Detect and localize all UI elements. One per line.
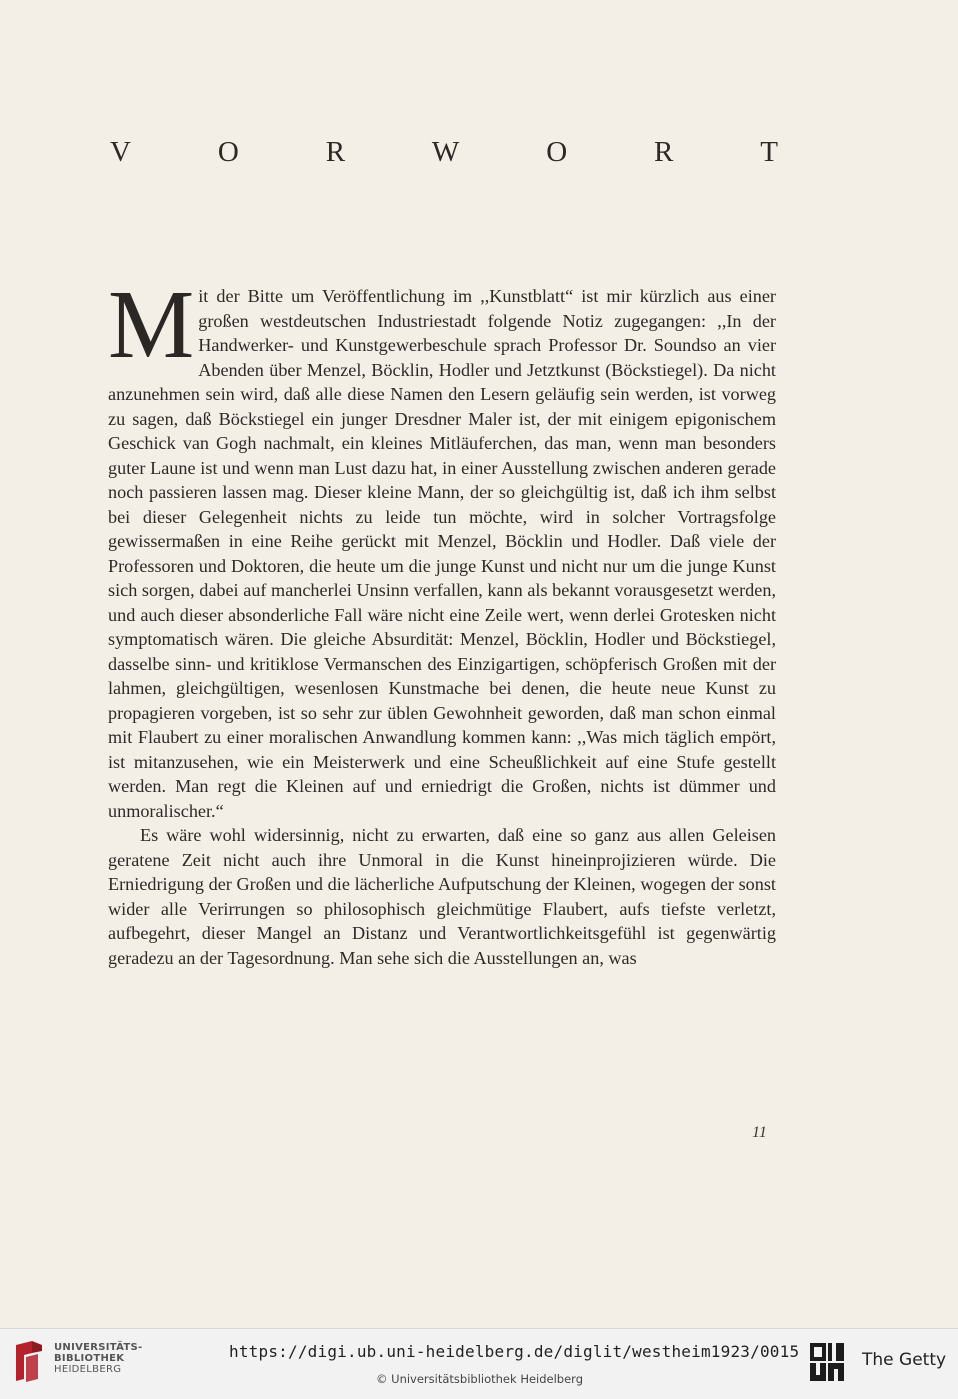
- copyright-notice: © Universitätsbibliothek Heidelberg: [376, 1372, 584, 1386]
- getty-name: The Getty: [862, 1350, 947, 1370]
- university-library-logo[interactable]: [8, 1339, 48, 1385]
- viewer-footer: [0, 1328, 958, 1399]
- heading-letter: O: [546, 136, 568, 168]
- drop-cap: M: [108, 271, 195, 378]
- body-text: [108, 271, 776, 970]
- heading-letter: V: [110, 136, 131, 168]
- university-library-name: UNIVERSITÄTS- BIBLIOTHEK HEIDELBERG: [54, 1342, 143, 1375]
- paragraph-1-text: it der Bitte um Veröffentlichung im ,,Kunstblatt“ ist mir kürzlich aus einer großen westdeutschen Industriestadt folgende Notiz zugegangen: ,,In der Handwerker- und Kunstgewerbeschule sprach Professor Dr. Soundso an vier Abenden über Menzel, Böcklin, Hodler und Jetztkunst (Böckstiegel). Da nicht anzunehmen sein wird, daß alle diese Namen den Lesern geläufig sein werden, ist vorweg zu sagen, daß Böckstiegel ein junger Dresdner Maler ist, der mit einigem epigonischem Geschick van Gogh nachmalt, ein kleines Mitläuferchen, das man, wenn man besonders guter Laune ist und wenn man Lust dazu hat, in einer Ausstellung zwischen anderen gerade noch passieren lassen mag. Dieser kleine Mann, der so gleichgültig ist, daß ich ihm selbst bei dieser Gelegenheit nichts zu leide tun möchte, wird in solcher Vortragsfolge gewissermaßen in eine Reihe gerückt mit Menzel, Böcklin und Hodler. Daß viele der Professoren und Doktoren, die heute um die junge Kunst und nicht nur um die junge Kunst sich sorgen, dabei auf mancherlei Unsinn verfallen, kann als bekannt vorausgesetzt werden, und auch dieser absonderliche Fall wäre nicht eine Zeile wert, wenn derlei Grotesken nicht symptomatisch wären. Die gleiche Absurdität: Menzel, Böcklin, Hodler und Böckstiegel, dasselbe sinn- und kritiklose Vermanschen des Einzigartigen, schöpferisch Großen mit der lahmen, gleichgültigen, wesenlosen Kunstmache bei denen, die heute neue Kunst zu propagieren vorgeben, ist so sehr zur üblen Gewohnheit geworden, daß man schon einmal mit Flaubert zu einer moralischen Anwandlung kommen kann: ,,Was mich täglich empört, ist mitanzusehen, wie ein Meisterwerk und eine Scheußlichkeit auf eine Stufe gestellt werden. Man regt die Kleinen auf und erniedrigt die Großen, nichts ist dümmer und unmoralischer.“: [108, 286, 776, 821]
- heading-letter: T: [760, 136, 778, 168]
- permalink-url[interactable]: https://digi.ub.uni-heidelberg.de/diglit/westheim1923/0015: [229, 1342, 800, 1361]
- heading-letter: W: [431, 136, 460, 168]
- heading-letter: R: [654, 136, 674, 168]
- getty-logo[interactable]: [808, 1341, 846, 1385]
- heading-letter: O: [217, 136, 239, 168]
- paragraph-1: [108, 271, 776, 823]
- heading-letter: R: [325, 136, 346, 168]
- page-number: 11: [752, 1124, 767, 1141]
- paragraph-2: Es wäre wohl widersinnig, nicht zu erwarten, daß eine so ganz aus allen Geleisen geratene Zeit nicht auch ihre Unmoral in die Kunst hineinprojizieren würde. Die Erniedrigung der Großen und die lächerliche Aufputschung der Kleinen, wogegen der sonst wider alle Verirrungen so philosophisch gleichmütige Flaubert, aufs tiefste verletzt, aufbegehrt, dieser Mangel an Distanz und Verantwortlichkeitsgefühl ist gegenwärtig geradezu an der Tagesordnung. Man sehe sich die Ausstellungen an, was: [108, 825, 776, 968]
- page-heading: [110, 136, 778, 169]
